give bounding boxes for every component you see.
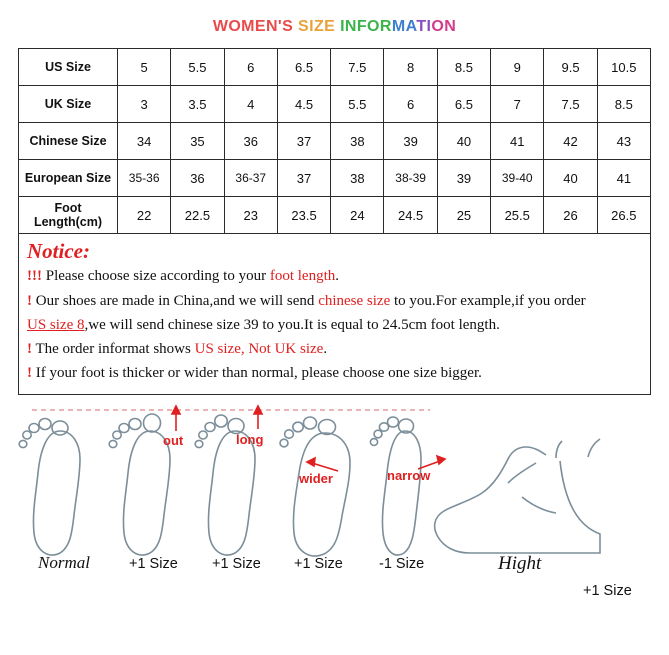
notice-line [27,361,642,385]
cell: 6 [384,86,437,123]
table-row [19,160,651,197]
cell: 8.5 [597,86,650,123]
foot-side-profile [435,439,600,553]
notice-text-highlight: US size, Not UK size [194,341,324,358]
notice-text: Our shoes are made in China,and we will send [32,292,319,309]
page-title [0,0,669,48]
table-row [19,123,651,160]
cell: 37 [277,123,330,160]
cell: 36 [171,160,224,197]
caption-out-size: +1 Size [129,555,178,572]
cell: 5.5 [171,49,224,86]
cell: 38 [331,123,384,160]
cell: 39-40 [491,160,544,197]
notice-heading: Notice: [27,239,90,263]
cell: 23 [224,197,277,234]
annotation-out: out [163,432,184,448]
notice-text-highlight: foot length [269,268,336,285]
cell: 25 [437,197,490,234]
row-label-foot-length [19,197,118,234]
notice-text: to you.For example,if you order [390,292,586,309]
title-part-4: TI [416,18,432,35]
row-label-us-size: US Size [19,49,118,86]
foot-normal [19,418,80,554]
cell: 9.5 [544,49,597,86]
notice-text: . [323,341,328,358]
title-part-3: MA [391,18,417,35]
notice-text: ,we will send chinese size 39 to you.It is equal to 24.5cm foot length. [84,316,500,333]
title-part-2: INFOR [340,18,392,35]
cell: 4.5 [277,86,330,123]
cell: 5 [118,49,171,86]
cell: 22 [118,197,171,234]
caption-hight-size: +1 Size [583,582,632,599]
cell: 35 [171,123,224,160]
arrow-wider [307,458,338,471]
row-label-uk-size: UK Size [19,86,118,123]
table-row [19,86,651,123]
notice-line [27,337,642,361]
notice-text-highlight: chinese size [318,292,391,309]
foot-out [109,414,170,555]
notice-mark: ! [27,341,32,358]
title-part-5: ON [431,18,457,35]
cell: 35-36 [118,160,171,197]
notice-line [27,289,642,313]
cell: 9 [491,49,544,86]
table-row [19,197,651,234]
cell: 34 [118,123,171,160]
foot-diagram-svg [0,401,669,616]
cell: 26 [544,197,597,234]
notice-mark: ! [27,292,32,309]
cell: 38-39 [384,160,437,197]
title-part-0: WOMEN'S [212,18,299,35]
notice-text: Please choose size according to your [42,268,270,285]
row-label-foot-length-line2: Length(cm) [33,215,103,229]
notice-mark: !!! [27,268,42,285]
notice-box [18,234,651,395]
notice-text: . [335,268,339,285]
caption-hight: Hight [498,552,542,574]
cell: 3.5 [171,86,224,123]
cell: 8.5 [437,49,490,86]
notice-text-underline: US size 8 [27,316,85,333]
cell: 24.5 [384,197,437,234]
table-row [19,49,651,86]
caption-normal: Normal [38,552,90,572]
cell: 22.5 [171,197,224,234]
annotation-wider: wider [299,470,333,486]
notice-text: If your foot is thicker or wider than normal, please choose one size bigger. [32,365,482,382]
cell: 40 [544,160,597,197]
notice-line [27,264,642,288]
cell: 40 [437,123,490,160]
cell: 5.5 [331,86,384,123]
notice-text: The order informat shows [32,341,195,358]
title-part-1: SIZE [298,18,341,35]
cell: 23.5 [277,197,330,234]
notice-line [27,313,642,337]
annotation-narrow: narrow [387,467,431,483]
cell: 7 [491,86,544,123]
cell: 41 [491,123,544,160]
cell: 6.5 [437,86,490,123]
cell: 41 [597,160,650,197]
cell: 25.5 [491,197,544,234]
foot-narrow [370,417,421,555]
foot-wider [280,417,350,556]
cell: 8 [384,49,437,86]
caption-long-size: +1 Size [212,555,261,572]
cell: 6 [224,49,277,86]
cell: 6.5 [277,49,330,86]
cell: 38 [331,160,384,197]
cell: 36-37 [224,160,277,197]
caption-narrow-size: -1 Size [379,555,425,572]
cell: 24 [331,197,384,234]
cell: 43 [597,123,650,160]
cell: 4 [224,86,277,123]
cell: 3 [118,86,171,123]
cell: 37 [277,160,330,197]
foot-diagram [0,401,669,616]
annotation-long: long [236,431,264,447]
cell: 39 [437,160,490,197]
size-table [18,48,651,234]
row-label-european-size: European Size [19,160,118,197]
cell: 42 [544,123,597,160]
cell: 10.5 [597,49,650,86]
cell: 36 [224,123,277,160]
caption-wider-size: +1 Size [294,555,343,572]
notice-mark: ! [27,365,32,382]
cell: 26.5 [597,197,650,234]
cell: 7.5 [331,49,384,86]
cell: 39 [384,123,437,160]
cell: 7.5 [544,86,597,123]
row-label-chinese-size: Chinese Size [19,123,118,160]
row-label-foot-length-line1: Foot [54,200,82,215]
